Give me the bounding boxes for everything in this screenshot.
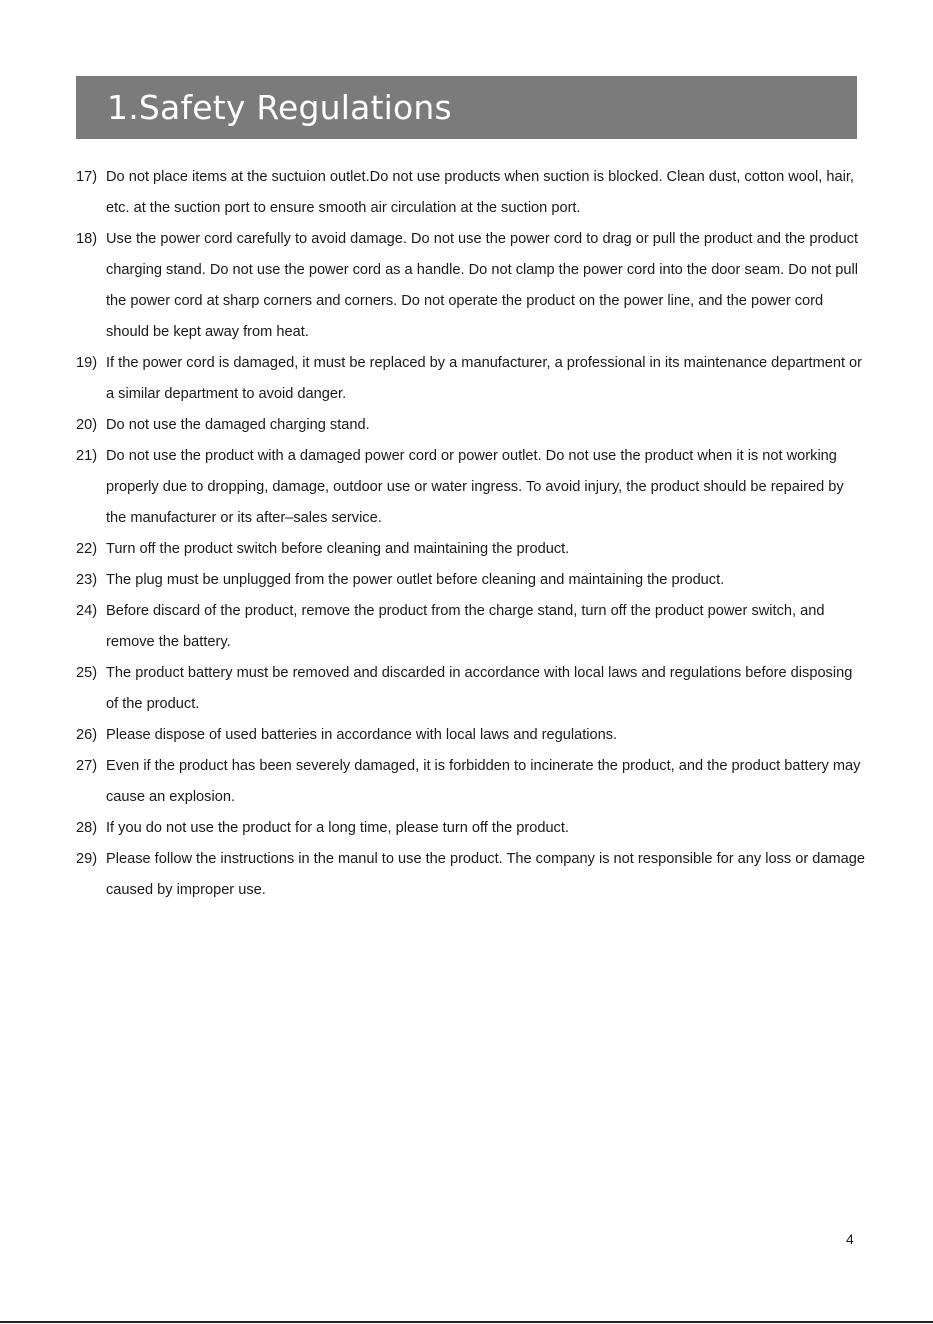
item-text: Do not use the product with a damaged power cord or power outlet. Do not use the product when it is not working properly due to dropping, damage, outdoor use or water ingress. To avoid injury, the product should be repaired by the manufacturer or its after–sales service.: [106, 448, 844, 526]
item-text: The product battery must be removed and discarded in accordance with local laws and regulations before disposing of the product.: [106, 665, 853, 712]
list-item: [76, 596, 866, 658]
item-text: If the power cord is damaged, it must be replaced by a manufacturer, a professional in its maintenance department or a similar department to avoid danger.: [106, 355, 863, 402]
item-text: Turn off the product switch before cleaning and maintaining the product.: [106, 541, 570, 557]
item-number: 20): [76, 417, 98, 433]
list-item: [76, 658, 866, 720]
item-number: 23): [76, 572, 98, 588]
safety-list: [76, 162, 866, 906]
page-number: 4: [846, 1231, 854, 1247]
item-number: 21): [76, 448, 98, 464]
item-number: 18): [76, 231, 98, 247]
list-item: [76, 534, 866, 565]
section-title: 1.Safety Regulations: [107, 88, 452, 127]
item-text: Please follow the instructions in the manul to use the product. The company is not responsible for any loss or damage caused by improper use.: [106, 851, 866, 898]
list-item: [76, 844, 866, 906]
item-text: Use the power cord carefully to avoid damage. Do not use the power cord to drag or pull the product and the product charging stand. Do not use the power cord as a handle. Do not clamp the power cord into the door seam. Do not pull the power cord at sharp corners and corners. Do not operate the product on the power line, and the power cord should be kept away from heat.: [106, 231, 859, 340]
item-number: 28): [76, 820, 98, 836]
list-item: [76, 720, 866, 751]
item-text: The plug must be unplugged from the power outlet before cleaning and maintaining the product.: [106, 572, 725, 588]
bottom-divider: [0, 1321, 933, 1323]
list-item: [76, 813, 866, 844]
item-text: Before discard of the product, remove the product from the charge stand, turn off the product power switch, and remove the battery.: [106, 603, 825, 650]
list-item: [76, 751, 866, 813]
item-number: 24): [76, 603, 98, 619]
item-number: 17): [76, 169, 98, 185]
item-text: If you do not use the product for a long time, please turn off the product.: [106, 820, 569, 836]
item-number: 19): [76, 355, 98, 371]
item-number: 29): [76, 851, 98, 867]
list-item: [76, 348, 866, 410]
list-item: [76, 410, 866, 441]
item-number: 27): [76, 758, 98, 774]
item-text: Do not place items at the suctuion outlet.Do not use products when suction is blocked. Clean dust, cotton wool, hair, etc. at the suction port to ensure smooth air circulation at the suction port.: [106, 169, 854, 216]
list-item: [76, 565, 866, 596]
item-text: Do not use the damaged charging stand.: [106, 417, 370, 433]
item-number: 26): [76, 727, 98, 743]
section-header: [76, 76, 857, 139]
item-number: 25): [76, 665, 98, 681]
list-item: [76, 441, 866, 534]
item-text: Even if the product has been severely damaged, it is forbidden to incinerate the product, and the product battery may cause an explosion.: [106, 758, 861, 805]
list-item: [76, 162, 866, 224]
item-text: Please dispose of used batteries in accordance with local laws and regulations.: [106, 727, 618, 743]
list-item: [76, 224, 866, 348]
item-number: 22): [76, 541, 98, 557]
